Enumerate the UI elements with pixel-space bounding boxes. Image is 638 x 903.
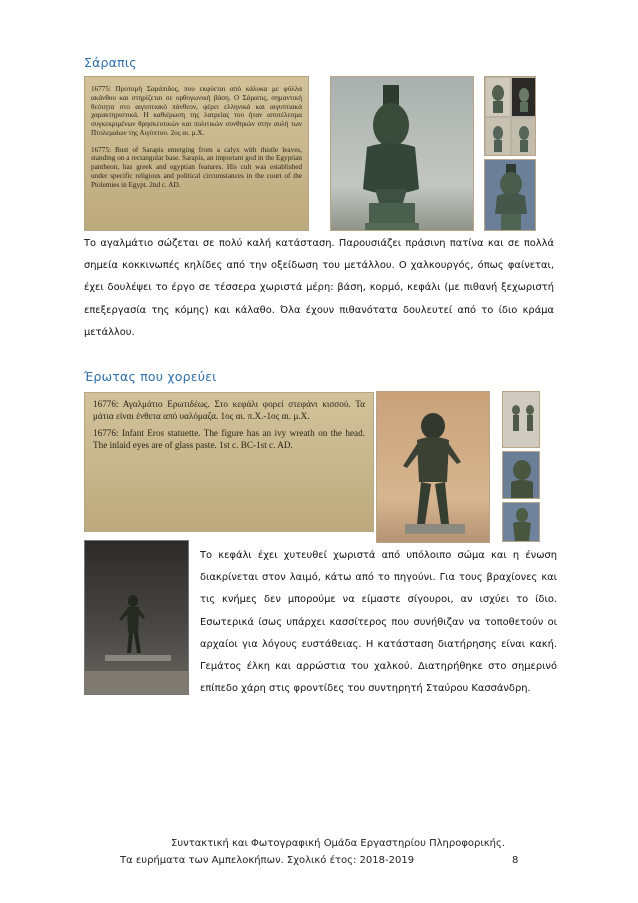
- eros-thumb-3-photo: [502, 502, 540, 542]
- eros-thumb-2-photo: [502, 451, 540, 499]
- footer-school-year-line: Τα ευρήματα των Αμπελοκήπων. Σχολικό έτος: 2018-2019: [120, 855, 415, 866]
- eros-display-case-figure: [85, 541, 189, 695]
- sarapis-closeup-figure: [485, 160, 536, 231]
- eros-statue-photo: [376, 391, 490, 543]
- sarapis-bust-photo: [330, 76, 474, 231]
- label-card-english-text: 16776: Infant Eros statuette. The figure has an ivy wreath on the head. The inlaid eyes are of glass paste. 1st c. BC-1st c. AD.: [93, 428, 365, 450]
- label-card-photo-16776: [84, 392, 374, 532]
- eros-thumb-3-figure: [503, 503, 540, 542]
- eros-display-case-photo: [84, 540, 189, 695]
- eros-thumb-2-figure: [503, 452, 540, 499]
- sarapis-closeup-photo: [484, 159, 536, 231]
- label-card-english-text: 16775: Bust of Sarapis emerging from a calyx with thistle leaves, standing on a rectangular base. Sarapis, an important god in the Egyptian pantheon, has greek and egyptian features. His cult was established under specific religious and political circumstances in the court of the Ptolemies in Egypt. 2nd c. AD.: [91, 145, 302, 189]
- eros-statue-figure: [377, 392, 490, 543]
- eros-description-paragraph: Το κεφάλι έχει χυτευθεί χωριστά από υπόλοιπο σώμα και η ένωση διακρίνεται στον λαιμό, κάτω από το πηγούνι. Για τους βραχίονες και τις κνήμες δεν μπορούμε να είμαστε σίγουροι, αν ισχύει το ίδιο. Εσωτερικά ίσως υπάρχει κασσίτερος που συνήθιζαν να τοποθετούν οι αρχαίοι για λόγους ευστάθειας. Η κατάσταση διατήρησης είναι κακή. Γεμάτος έλκη και αρρώστια του χαλκού. Διατηρήθηκε στο σημερινό επίπεδο χάρη στις φροντίδες του συντηρητή Σταύρου Κασσάνδρη.: [200, 550, 557, 695]
- label-card-greek-text: 16775: Προτομή Σαράπιδος, που εκφύεται από κάλυκα με φύλλα ακάνθου και στηρίζεται σε ορθογωνική βάση. Ο Σάραπις, σημαντική θεότητα στο αιγυπτιακό πάνθεον, φέρει ελληνικά και αιγυπτιακά χαρακτηριστικά. Η καθιέρωση της λατρείας του ήταν αποτέλεσμα συγκεκριμένων θρησκευτικών και πολιτικών συνθηκών στην αυλή των Πτολεμαίων της Αιγύπτου. 2ος αι. μ.Χ.: [91, 85, 302, 137]
- sarapis-description-paragraph: Το αγαλμάτιο σώζεται σε πολύ καλή κατάσταση. Παρουσιάζει πράσινη πατίνα και σε πολλά σημεία κοκκινωπές κηλίδες από την οξείδωση του μετάλλου. Ο χαλκουργός, όπως φαίνεται, έχει δουλέψει το έργο σε τέσσερα χωριστά μέρη: βάση, κορμό, κεφάλι (με πιθανή ξεχωριστή επεξεργασία της κόμης) και κάλαθο. Όλα έχουν πιθανότατα δουλευτεί από το ίδιο κράμα μετάλλου.: [84, 238, 554, 338]
- section-title-sarapis: Σάραπις: [84, 55, 137, 70]
- sarapis-thumbnails-photo: [484, 76, 536, 156]
- eros-thumb-1-photo: [502, 391, 540, 448]
- sarapis-bust-figure: [331, 77, 474, 231]
- section-title-eros: Έρωτας που χορεύει: [84, 369, 217, 384]
- eros-thumb-1-figure: [503, 392, 540, 448]
- footer-group-line: Συντακτική και Φωτογραφική Ομάδα Εργαστηρίου Πληροφορικής.: [171, 838, 506, 849]
- label-card-photo-16775: [84, 76, 309, 231]
- sarapis-thumbnails-figure: [485, 77, 536, 156]
- page-number: 8: [512, 855, 519, 866]
- label-card-greek-text: 16776: Αγαλμάτιο Ερωτιδέως. Στο κεφάλι φορεί στεφάνι κισσού. Τα μάτια είναι ένθετα από υαλόμαζα. 1ος αι. π.Χ.-1ος αι. μ.Χ.: [93, 399, 365, 421]
